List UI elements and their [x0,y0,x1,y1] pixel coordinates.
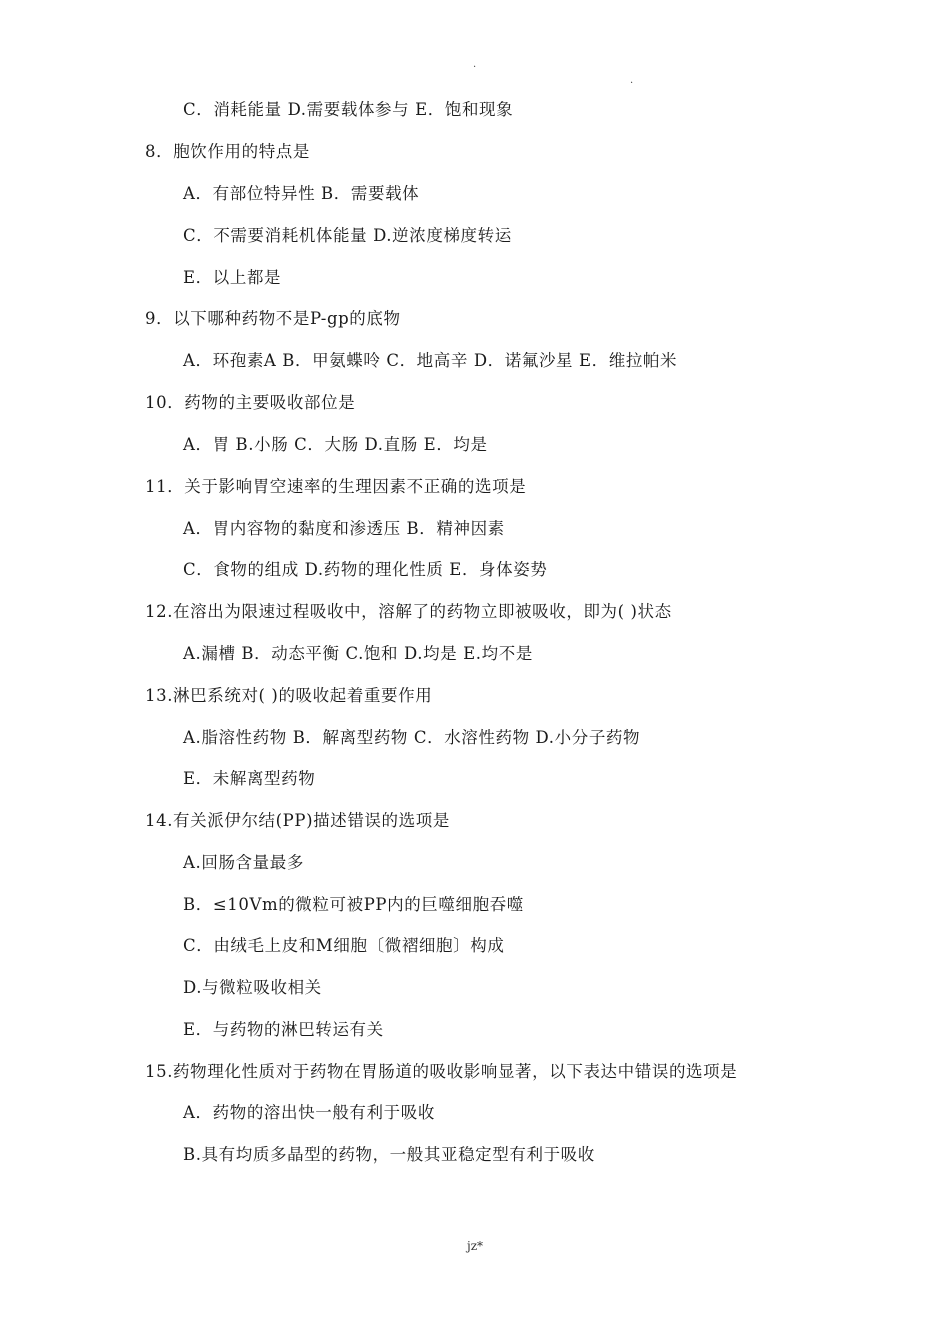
option-line: B.具有均质多晶型的药物，一般其亚稳定型有利于吸收 [183,1145,595,1164]
question-line: 11．关于影响胃空速率的生理因素不正确的选项是 [145,477,527,496]
option-line: E．未解离型药物 [183,769,316,788]
question-line: 9．以下哪种药物不是P-gp的底物 [145,309,401,328]
page-footer: jz* [466,1239,484,1253]
question-line: 15.药物理化性质对于药物在胃肠道的吸收影响显著，以下表达中错误的选项是 [145,1062,738,1081]
header-mark: . [630,75,634,86]
option-line: A．有部位特异性 B．需要载体 [183,184,420,203]
question-line: 10．药物的主要吸收部位是 [145,393,356,412]
option-line: B．≤10Vm的微粒可被PP内的巨噬细胞吞噬 [183,895,524,914]
option-line: E．以上都是 [183,268,282,287]
option-line: A．胃 B.小肠 C．大肠 D.直肠 E．均是 [183,435,488,454]
option-line: A.漏槽 B．动态平衡 C.饱和 D.均是 E.均不是 [183,644,533,663]
question-line: 12.在溶出为限速过程吸收中，溶解了的药物立即被吸收，即为( )状态 [145,602,672,621]
question-line: 14.有关派伊尔结(PP)描述错误的选项是 [145,811,450,830]
option-line: A．环孢素A B．甲氨蝶呤 C．地高辛 D．诺氟沙星 E．维拉帕米 [183,351,678,370]
option-line: C．消耗能量 D.需要载体参与 E．饱和现象 [183,100,514,119]
option-line: E．与药物的淋巴转运有关 [183,1020,384,1039]
option-line: A.回肠含量最多 [183,853,304,872]
question-line: 13.淋巴系统对( )的吸收起着重要作用 [145,686,433,705]
header-mark: . [473,59,477,70]
question-line: 8．胞饮作用的特点是 [145,142,310,161]
option-line: D.与微粒吸收相关 [183,978,322,997]
option-line: A．胃内容物的黏度和渗透压 B．精神因素 [183,519,505,538]
option-line: C．由绒毛上皮和M细胞〔微褶细胞〕构成 [183,936,505,955]
option-line: A.脂溶性药物 B．解离型药物 C．水溶性药物 D.小分子药物 [183,728,641,747]
option-line: C．食物的组成 D.药物的理化性质 E．身体姿势 [183,560,548,579]
option-line: C．不需要消耗机体能量 D.逆浓度梯度转运 [183,226,512,245]
option-line: A．药物的溶出快一般有利于吸收 [183,1103,435,1122]
